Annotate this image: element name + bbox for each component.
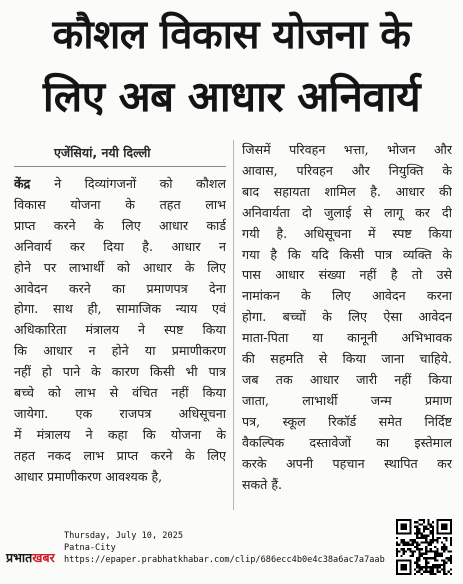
- article-line: बच्चे को लाभ से वंचित नहीं किया: [14, 385, 226, 401]
- article-line: की सहमति से किया जाना चाहिये.: [242, 351, 452, 367]
- article-line: जिसमें परिवहन भत्ता, भोजन और: [242, 142, 452, 157]
- article-line: केंद्र ने दिव्यांगजनों को कौशल: [14, 176, 226, 191]
- clip-metadata: [64, 530, 385, 566]
- article-line: जायेगा. एक राजपत्र अधिसूचना: [14, 405, 226, 421]
- qr-code-icon[interactable]: [396, 519, 452, 575]
- article-line: करके अपनी पहचान स्थापित कर: [242, 455, 452, 471]
- article-line: अनिवार्यता दो जुलाई से लागू कर दी: [242, 204, 452, 220]
- article-line: सकते हैं.: [242, 476, 283, 492]
- article-line: आधार प्रमाणीकरण आवश्यक है,: [14, 468, 163, 484]
- logo-text-1: प्रभात: [6, 550, 33, 565]
- logo-text-2: खबर: [32, 550, 55, 565]
- article-line: होगा. साथ ही, सामाजिक न्याय एवं: [14, 301, 226, 317]
- article-line: पत्र, स्कूल रिकॉर्ड समेत निर्दिष्ट: [242, 413, 452, 429]
- article-line: गयी है. अधिसूचना में स्पष्ट किया: [242, 225, 452, 241]
- article-line: होने पर लाभार्थी को आधार के लिए: [14, 259, 226, 275]
- article-line: वैकल्पिक दस्तावेजों का इस्तेमाल: [242, 434, 452, 450]
- headline-line-1: कौशल विकास योजना के: [52, 12, 411, 58]
- clip-edition: Patna-City: [64, 543, 116, 553]
- article-line: में मंत्रालय ने कहा कि योजना के: [14, 426, 226, 442]
- article-line: अनिवार्य कर दिया है. आधार न: [14, 238, 226, 254]
- clip-date: Thursday, July 10, 2025: [64, 531, 183, 541]
- article-line: माता-पिता या कानूनी अभिभावक: [242, 330, 452, 346]
- article-line: पास आधार संख्या नहीं है तो उसे: [242, 267, 452, 283]
- article-lead-word: केंद्र: [14, 176, 55, 191]
- article-line: होगा. बच्चों के लिए ऐसा आवेदन: [242, 309, 452, 325]
- clip-footer: [0, 527, 463, 584]
- article-line: अधिकारिता मंत्रालय ने स्पष्ट किया: [14, 322, 226, 338]
- article-column-left: [14, 174, 226, 488]
- article-line: आवेदन करने का प्रमाणपत्र देना: [14, 280, 226, 296]
- headline: [6, 4, 457, 128]
- article-line: गया है कि यदि किसी पात्र व्यक्ति के: [242, 246, 452, 262]
- article-column-right: [242, 140, 452, 495]
- article-line: तहत नकद लाभ प्राप्त करने के लिए: [14, 447, 226, 463]
- article-line: प्राप्त करने के लिए आधार कार्ड: [14, 217, 226, 233]
- article-line: जाता, लाभार्थी जन्म प्रमाण: [242, 392, 452, 408]
- article-line: जब तक आधार जारी नहीं किया: [242, 371, 452, 387]
- article-line: बाद सहायता शामिल है. आधार की: [242, 183, 452, 199]
- column-divider: [233, 140, 234, 510]
- article-line: आवास, परिवहन और नियुक्ति के: [242, 162, 452, 178]
- article-line: नामांकन के लिए आवेदन करना: [242, 288, 452, 304]
- headline-line-2: लिए अब आधार अनिवार्य: [42, 72, 421, 121]
- article-line: कि आधार न होने या प्रमाणीकरण: [14, 343, 226, 359]
- publication-logo: [6, 549, 55, 566]
- clip-url[interactable]: https://epaper.prabhatkhabar.com/clip/686ecc4b0e4c38a6ac7a7aab: [64, 555, 385, 565]
- article-line: विकास योजना के तहत लाभ: [14, 196, 226, 212]
- byline: एजेंसियां, नयी दिल्ली: [54, 145, 151, 160]
- article-line: नहीं हो पाने के कारण किसी भी पात्र: [14, 364, 226, 380]
- byline-rule: [14, 166, 226, 167]
